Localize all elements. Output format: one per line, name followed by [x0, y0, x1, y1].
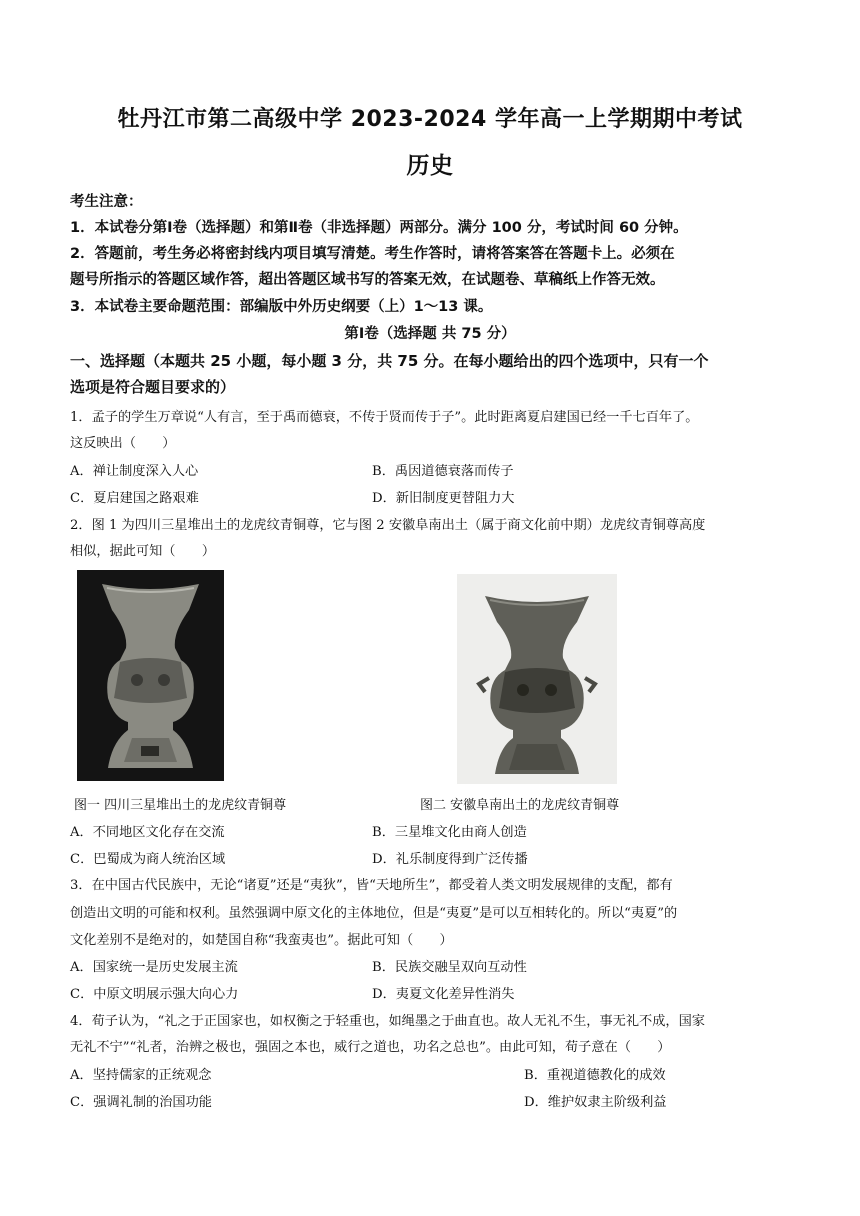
q3-option-d: D．夷夏文化差异性消失 [372, 987, 515, 1002]
q4-option-b: B．重视道德教化的成效 [524, 1068, 666, 1083]
q2-stem-cont: 相似，据此可知（ ） [70, 544, 216, 559]
notice-heading: 考生注意： [70, 194, 143, 210]
q4-option-c: C．强调礼制的治国功能 [70, 1095, 212, 1110]
q2-option-c: C．巴蜀成为商人统治区域 [70, 852, 226, 867]
q4-option-d: D．维护奴隶主阶级利益 [524, 1095, 667, 1110]
q3-option-c: C．中原文明展示强大向心力 [70, 987, 239, 1002]
q1-option-c: C．夏启建国之路艰难 [70, 491, 199, 506]
figure-1-caption: 图一 四川三星堆出土的龙虎纹青铜尊 [74, 798, 287, 813]
figure-1-bronze-zun-image [77, 570, 224, 781]
section-instruction: 一、选择题（本题共 25 小题，每小题 3 分，共 75 分。在每小题给出的四个选项中，只有一个 [70, 352, 709, 370]
notice-item-2: 2．答题前，考生务必将密封线内项目填写清楚。考生作答时，请将答案答在答题卡上。必须在 [70, 246, 675, 262]
figure-2-caption: 图二 安徽阜南出土的龙虎纹青铜尊 [420, 798, 620, 813]
q4-option-a: A．坚持儒家的正统观念 [70, 1068, 212, 1083]
q2-option-b: B．三星堆文化由商人创造 [372, 825, 527, 840]
q1-stem-cont: 这反映出（ ） [70, 436, 176, 451]
notice-item-1: 1．本试卷分第Ⅰ卷（选择题）和第Ⅱ卷（非选择题）两部分。满分 100 分，考试时间 60 分钟。 [70, 220, 688, 236]
q3-option-b: B．民族交融呈双向互动性 [372, 960, 527, 975]
subject-title: 历史 [406, 153, 454, 179]
exam-title: 牡丹江市第二高级中学 2023-2024 学年高一上学期期中考试 [117, 107, 743, 132]
q4-stem: 4．荀子认为，“礼之于正国家也，如权衡之于轻重也，如绳墨之于曲直也。故人无礼不生，事无礼不成，国家 [70, 1014, 705, 1029]
section-title: 第Ⅰ卷（选择题 共 75 分） [344, 326, 516, 342]
q3-option-a: A．国家统一是历史发展主流 [70, 960, 238, 975]
q1-option-a: A．禅让制度深入人心 [70, 464, 199, 479]
q2-option-d: D．礼乐制度得到广泛传播 [372, 852, 528, 867]
notice-item-2-cont: 题号所指示的答题区域作答，超出答题区域书写的答案无效，在试题卷、草稿纸上作答无效。 [70, 272, 665, 288]
q1-option-b: B．禹因道德衰落而传子 [372, 464, 514, 479]
q2-stem: 2．图 1 为四川三星堆出土的龙虎纹青铜尊，它与图 2 安徽阜南出土（属于商文化前中期）龙虎纹青铜尊高度 [70, 518, 706, 533]
q4-stem-cont: 无礼不宁”“礼者，治辨之极也，强固之本也，威行之道也，功名之总也”。由此可知，荀子意在（ ） [70, 1040, 671, 1055]
q2-option-a: A．不同地区文化存在交流 [70, 825, 225, 840]
notice-item-3: 3．本试卷主要命题范围：部编版中外历史纲要（上）1～13 课。 [70, 299, 493, 315]
bronze-vessel-icon [77, 570, 224, 781]
figure-2-bronze-zun-image [457, 574, 617, 784]
q1-option-d: D．新旧制度更替阻力大 [372, 491, 515, 506]
section-instruction-cont: 选项是符合题目要求的） [70, 378, 236, 396]
q3-stem-cont-1: 创造出文明的可能和权利。虽然强调中原文化的主体地位，但是“夷夏”是可以互相转化的。所以“夷夏”的 [70, 906, 678, 921]
q3-stem: 3．在中国古代民族中，无论“诸夏”还是“夷狄”，皆“天地所生”，都受着人类文明发展规律的支配，都有 [70, 878, 673, 893]
q3-stem-cont-2: 文化差别不是绝对的，如楚国自称“我蛮夷也”。据此可知（ ） [70, 933, 453, 948]
q1-stem: 1．孟子的学生万章说“人有言，至于禹而德衰，不传于贤而传于子”。此时距离夏启建国已经一千七百年了。 [70, 410, 699, 425]
bronze-vessel-icon [457, 574, 617, 784]
